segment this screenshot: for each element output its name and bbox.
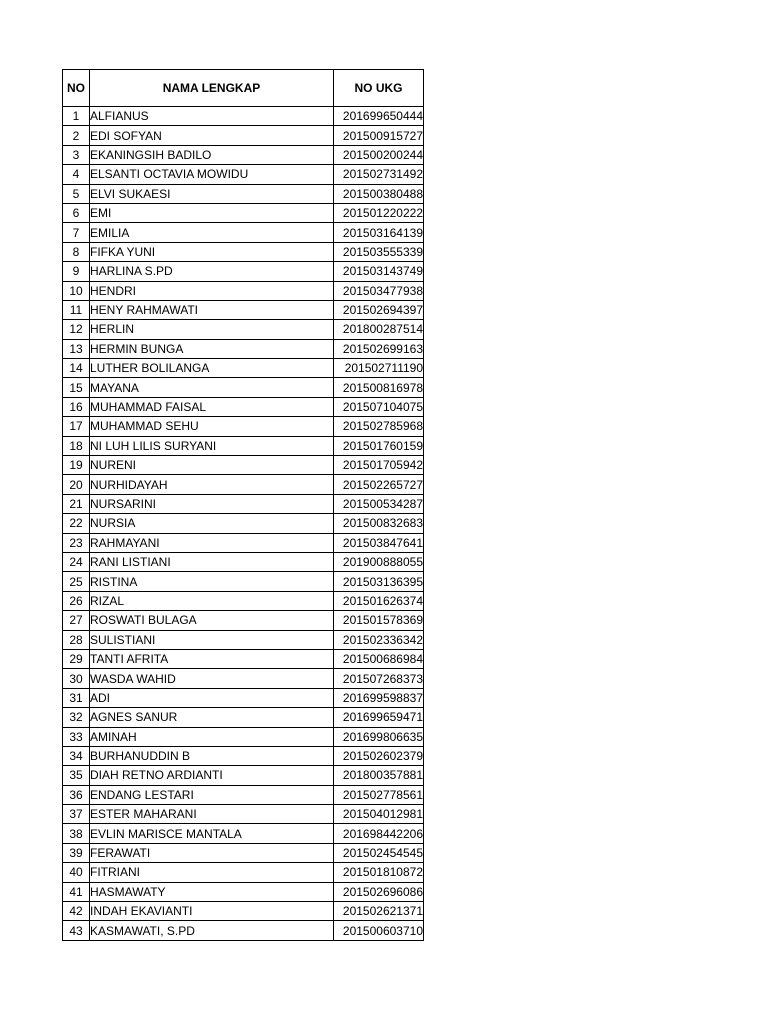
row-ukg-number: 201503143749 xyxy=(334,262,424,281)
table-row xyxy=(63,165,424,184)
row-number: 16 xyxy=(63,397,90,416)
row-number: 17 xyxy=(63,417,90,436)
table-row xyxy=(63,572,424,591)
row-ukg-number: 201699598837 xyxy=(334,688,424,707)
table-row xyxy=(63,921,424,940)
row-ukg-number: 201800357881 xyxy=(334,766,424,785)
table-row xyxy=(63,533,424,552)
table-row xyxy=(63,882,424,901)
row-name: RIZAL xyxy=(90,591,334,610)
header-no: NO xyxy=(63,70,90,107)
table-row xyxy=(63,359,424,378)
row-name: HERLIN xyxy=(90,320,334,339)
row-number: 3 xyxy=(63,145,90,164)
row-number: 4 xyxy=(63,165,90,184)
table-row xyxy=(63,514,424,533)
row-name: EMI xyxy=(90,203,334,222)
table-row xyxy=(63,262,424,281)
row-name: TANTI AFRITA xyxy=(90,649,334,668)
table-row xyxy=(63,184,424,203)
row-name: NURSIA xyxy=(90,514,334,533)
row-number: 30 xyxy=(63,669,90,688)
row-name: NURSARINI xyxy=(90,494,334,513)
row-name: KASMAWATI, S.PD xyxy=(90,921,334,940)
row-ukg-number: 201699659471 xyxy=(334,708,424,727)
row-ukg-number: 201699650444 xyxy=(334,107,424,126)
table-row xyxy=(63,649,424,668)
row-name: ELSANTI OCTAVIA MOWIDU xyxy=(90,165,334,184)
row-name: WASDA WAHID xyxy=(90,669,334,688)
table-row xyxy=(63,552,424,571)
table-row xyxy=(63,902,424,921)
row-name: FIFKA YUNI xyxy=(90,242,334,261)
row-number: 20 xyxy=(63,475,90,494)
row-number: 33 xyxy=(63,727,90,746)
row-ukg-number: 201699806635 xyxy=(334,727,424,746)
row-ukg-number: 201500603710 xyxy=(334,921,424,940)
row-number: 26 xyxy=(63,591,90,610)
row-name: MAYANA xyxy=(90,378,334,397)
row-number: 35 xyxy=(63,766,90,785)
row-ukg-number: 201502778561 xyxy=(334,785,424,804)
row-ukg-number: 201503477938 xyxy=(334,281,424,300)
row-ukg-number: 201507268373 xyxy=(334,669,424,688)
row-number: 40 xyxy=(63,863,90,882)
row-ukg-number: 201507104075 xyxy=(334,397,424,416)
table-row xyxy=(63,766,424,785)
table-row xyxy=(63,843,424,862)
row-name: DIAH RETNO ARDIANTI xyxy=(90,766,334,785)
row-number: 19 xyxy=(63,456,90,475)
row-name: AMINAH xyxy=(90,727,334,746)
row-ukg-number: 201800287514 xyxy=(334,320,424,339)
row-ukg-number: 201502454545 xyxy=(334,843,424,862)
row-number: 29 xyxy=(63,649,90,668)
row-number: 25 xyxy=(63,572,90,591)
row-name: FERAWATI xyxy=(90,843,334,862)
row-number: 28 xyxy=(63,630,90,649)
row-name: ROSWATI BULAGA xyxy=(90,611,334,630)
table-row xyxy=(63,320,424,339)
row-number: 5 xyxy=(63,184,90,203)
header-no-ukg: NO UKG xyxy=(334,70,424,107)
row-name: BURHANUDDIN B xyxy=(90,746,334,765)
row-number: 18 xyxy=(63,436,90,455)
table-row xyxy=(63,223,424,242)
row-number: 31 xyxy=(63,688,90,707)
table-row xyxy=(63,669,424,688)
row-ukg-number: 201504012981 xyxy=(334,805,424,824)
row-number: 13 xyxy=(63,339,90,358)
row-name: INDAH EKAVIANTI xyxy=(90,902,334,921)
table-row xyxy=(63,630,424,649)
table-row xyxy=(63,785,424,804)
row-name: NURENI xyxy=(90,456,334,475)
table-row xyxy=(63,475,424,494)
table-row xyxy=(63,107,424,126)
table-row xyxy=(63,145,424,164)
row-ukg-number: 201502621371 xyxy=(334,902,424,921)
row-ukg-number: 201502696086 xyxy=(334,882,424,901)
row-number: 32 xyxy=(63,708,90,727)
table-row xyxy=(63,708,424,727)
row-number: 43 xyxy=(63,921,90,940)
row-name: NI LUH LILIS SURYANI xyxy=(90,436,334,455)
table-row xyxy=(63,727,424,746)
row-ukg-number: 201503136395 xyxy=(334,572,424,591)
row-name: HERMIN BUNGA xyxy=(90,339,334,358)
row-name: RISTINA xyxy=(90,572,334,591)
row-ukg-number: 201500200244 xyxy=(334,145,424,164)
row-ukg-number: 201502602379 xyxy=(334,746,424,765)
row-ukg-number: 201502711190 xyxy=(334,359,424,378)
row-name: ADI xyxy=(90,688,334,707)
row-ukg-number: 201500832683 xyxy=(334,514,424,533)
row-ukg-number: 201501220222 xyxy=(334,203,424,222)
table-body xyxy=(63,107,424,941)
row-number: 14 xyxy=(63,359,90,378)
row-number: 42 xyxy=(63,902,90,921)
row-ukg-number: 201501626374 xyxy=(334,591,424,610)
row-name: HENY RAHMAWATI xyxy=(90,300,334,319)
row-name: EVLIN MARISCE MANTALA xyxy=(90,824,334,843)
table-row xyxy=(63,746,424,765)
row-number: 36 xyxy=(63,785,90,804)
row-number: 23 xyxy=(63,533,90,552)
row-ukg-number: 201500534287 xyxy=(334,494,424,513)
row-ukg-number: 201500380488 xyxy=(334,184,424,203)
row-number: 15 xyxy=(63,378,90,397)
table-row xyxy=(63,805,424,824)
table-row xyxy=(63,611,424,630)
row-number: 1 xyxy=(63,107,90,126)
row-ukg-number: 201503164139 xyxy=(334,223,424,242)
row-ukg-number: 201503847641 xyxy=(334,533,424,552)
table-row xyxy=(63,688,424,707)
row-number: 8 xyxy=(63,242,90,261)
row-ukg-number: 201501705942 xyxy=(334,456,424,475)
table-row xyxy=(63,242,424,261)
row-name: EDI SOFYAN xyxy=(90,126,334,145)
table-row xyxy=(63,417,424,436)
row-name: HASMAWATY xyxy=(90,882,334,901)
row-number: 21 xyxy=(63,494,90,513)
row-name: FITRIANI xyxy=(90,863,334,882)
table-row xyxy=(63,397,424,416)
row-name: NURHIDAYAH xyxy=(90,475,334,494)
table-row xyxy=(63,126,424,145)
row-name: EMILIA xyxy=(90,223,334,242)
row-ukg-number: 201501810872 xyxy=(334,863,424,882)
row-ukg-number: 201501760159 xyxy=(334,436,424,455)
row-name: EKANINGSIH BADILO xyxy=(90,145,334,164)
table-row xyxy=(63,203,424,222)
row-ukg-number: 201500686984 xyxy=(334,649,424,668)
row-ukg-number: 201500915727 xyxy=(334,126,424,145)
row-name: ESTER MAHARANI xyxy=(90,805,334,824)
table-row xyxy=(63,494,424,513)
row-ukg-number: 201502265727 xyxy=(334,475,424,494)
row-ukg-number: 201502785968 xyxy=(334,417,424,436)
row-number: 22 xyxy=(63,514,90,533)
row-number: 9 xyxy=(63,262,90,281)
table-row xyxy=(63,591,424,610)
table-row xyxy=(63,824,424,843)
teacher-table xyxy=(62,69,424,941)
row-ukg-number: 201501578369 xyxy=(334,611,424,630)
row-ukg-number: 201502699163 xyxy=(334,339,424,358)
row-name: MUHAMMAD FAISAL xyxy=(90,397,334,416)
row-name: ALFIANUS xyxy=(90,107,334,126)
row-ukg-number: 201503555339 xyxy=(334,242,424,261)
table-row xyxy=(63,281,424,300)
row-number: 27 xyxy=(63,611,90,630)
table-row xyxy=(63,456,424,475)
row-number: 2 xyxy=(63,126,90,145)
row-name: MUHAMMAD SEHU xyxy=(90,417,334,436)
row-name: RAHMAYANI xyxy=(90,533,334,552)
row-number: 37 xyxy=(63,805,90,824)
row-ukg-number: 201502694397 xyxy=(334,300,424,319)
row-number: 11 xyxy=(63,300,90,319)
row-number: 38 xyxy=(63,824,90,843)
row-number: 6 xyxy=(63,203,90,222)
row-ukg-number: 201502731492 xyxy=(334,165,424,184)
row-number: 24 xyxy=(63,552,90,571)
row-number: 39 xyxy=(63,843,90,862)
row-number: 12 xyxy=(63,320,90,339)
row-number: 41 xyxy=(63,882,90,901)
row-ukg-number: 201500816978 xyxy=(334,378,424,397)
row-number: 7 xyxy=(63,223,90,242)
row-name: RANI LISTIANI xyxy=(90,552,334,571)
table-header-row xyxy=(63,70,424,107)
table-row xyxy=(63,339,424,358)
row-name: HENDRI xyxy=(90,281,334,300)
row-name: HARLINA S.PD xyxy=(90,262,334,281)
table-row xyxy=(63,378,424,397)
row-name: LUTHER BOLILANGA xyxy=(90,359,334,378)
row-name: SULISTIANI xyxy=(90,630,334,649)
row-number: 10 xyxy=(63,281,90,300)
row-ukg-number: 201502336342 xyxy=(334,630,424,649)
row-ukg-number: 201698442206 xyxy=(334,824,424,843)
row-name: ELVI SUKAESI xyxy=(90,184,334,203)
table-row xyxy=(63,300,424,319)
table-row xyxy=(63,436,424,455)
row-number: 34 xyxy=(63,746,90,765)
table-row xyxy=(63,863,424,882)
row-name: ENDANG LESTARI xyxy=(90,785,334,804)
header-nama-lengkap: NAMA LENGKAP xyxy=(90,70,334,107)
row-name: AGNES SANUR xyxy=(90,708,334,727)
row-ukg-number: 201900888055 xyxy=(334,552,424,571)
